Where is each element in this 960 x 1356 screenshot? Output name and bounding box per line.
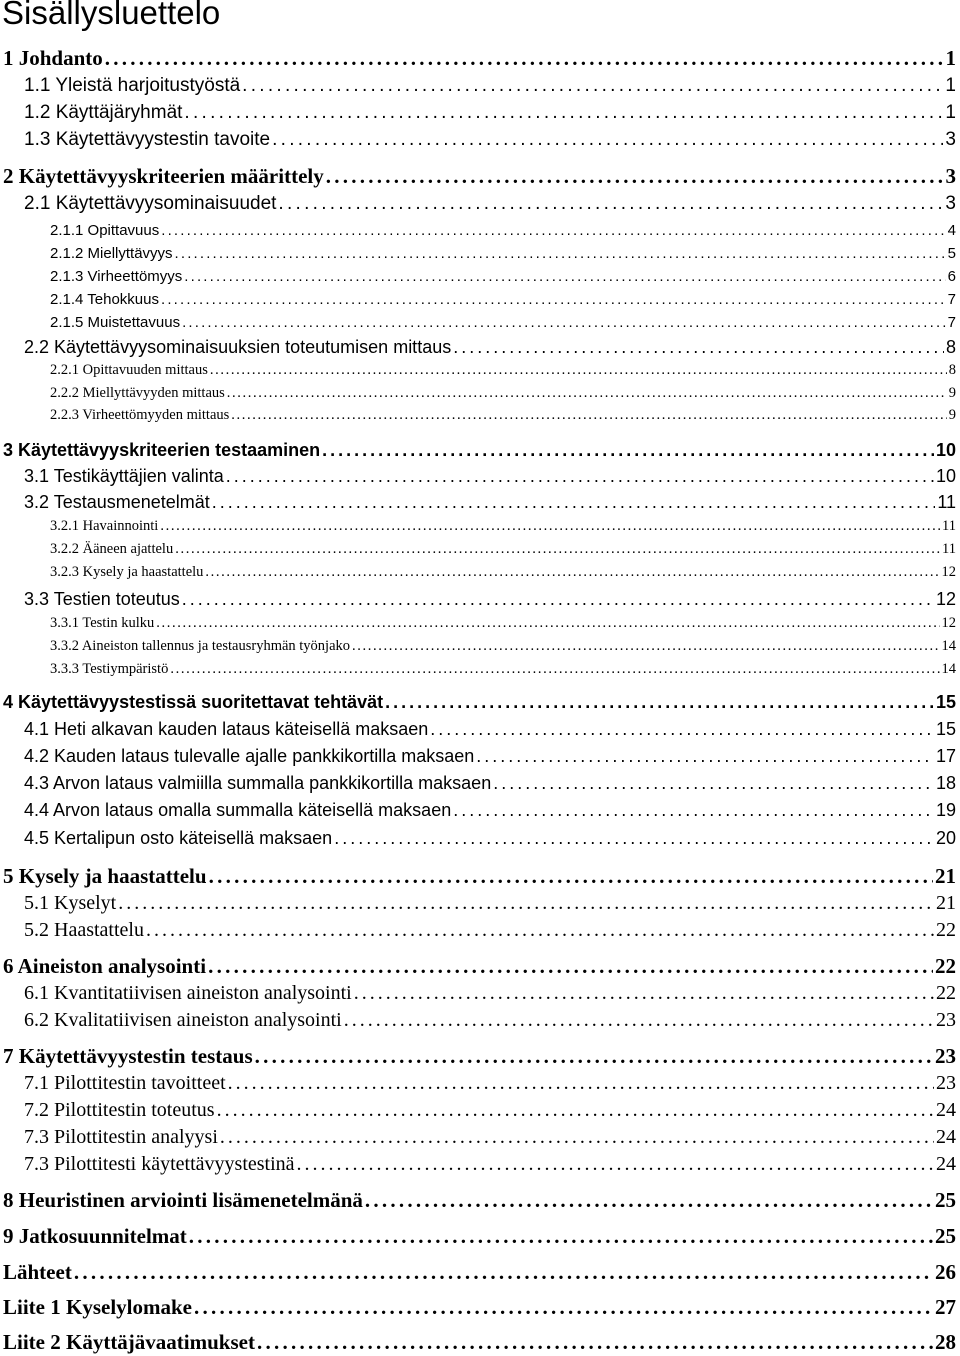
dot-leader xyxy=(175,245,946,262)
dot-leader xyxy=(189,1224,933,1249)
toc-entry-2-1-3[interactable] xyxy=(0,268,956,285)
toc-entry-3-1[interactable] xyxy=(0,466,956,487)
toc-page-number: 10 xyxy=(935,440,956,460)
toc-label: Liite 2 Käyttäjävaatimukset xyxy=(3,1330,255,1354)
toc-label: Liite 1 Kyselylomake xyxy=(3,1295,192,1319)
toc-page-number: 14 xyxy=(941,661,956,677)
toc-page-number: 9 xyxy=(948,407,956,423)
dot-leader xyxy=(160,518,940,535)
toc-label: 1.2 Käyttäjäryhmät xyxy=(24,102,183,123)
toc-entry-2-2-3[interactable] xyxy=(0,407,956,424)
dot-leader xyxy=(297,1153,934,1176)
toc-label: 5.2 Haastattelu xyxy=(24,919,144,941)
toc-page-number: 9 xyxy=(948,385,956,401)
toc-label: 9 Jatkosuunnitelmat xyxy=(3,1224,187,1248)
toc-page-number: 23 xyxy=(935,1044,956,1068)
dot-leader xyxy=(344,1009,934,1032)
toc-label: 4.3 Arvon lataus valmiilla summalla pankkikortilla maksaen xyxy=(24,773,492,793)
toc-page-number: 12 xyxy=(935,589,956,609)
dot-leader xyxy=(210,362,947,379)
dot-leader xyxy=(365,1188,933,1213)
toc-page-number: 11 xyxy=(942,518,956,534)
toc-entry-4-3[interactable] xyxy=(0,773,956,794)
dot-leader xyxy=(208,954,933,979)
toc-entry-4-4[interactable] xyxy=(0,800,956,821)
dot-leader xyxy=(161,222,945,239)
toc-entry-2-1[interactable] xyxy=(0,193,956,215)
toc-label: 4.5 Kertalipun osto käteisellä maksaen xyxy=(24,828,333,848)
dot-leader xyxy=(278,193,943,215)
dot-leader xyxy=(352,638,939,655)
toc-page-number: 21 xyxy=(936,892,956,914)
dot-leader xyxy=(453,337,944,358)
toc-label: 4.4 Arvon lataus omalla summalla käteisellä maksaen xyxy=(24,800,452,820)
toc-entry-4-2[interactable] xyxy=(0,746,956,767)
toc-label: 6.1 Kvantitatiivisen aineiston analysointi xyxy=(24,982,352,1004)
toc-label: 5 Kysely ja haastattelu xyxy=(3,864,207,888)
toc-page-number: 26 xyxy=(935,1260,956,1284)
dot-leader xyxy=(453,800,934,821)
toc-entry-4[interactable] xyxy=(0,692,956,713)
dot-leader xyxy=(175,541,940,558)
toc-label: 2.1.1 Opittavuus xyxy=(50,222,160,239)
toc-entry-2-1-1[interactable] xyxy=(0,222,956,239)
dot-leader xyxy=(228,1072,934,1095)
toc-page-number: 3 xyxy=(945,193,956,214)
toc-entry-liite-1[interactable] xyxy=(0,1295,956,1320)
toc-page-number: 7 xyxy=(947,314,956,331)
dot-leader xyxy=(146,919,934,942)
dot-leader xyxy=(194,1295,933,1320)
toc-label: 4 Käytettävyystestissä suoritettavat tehtävät xyxy=(3,692,384,712)
toc-page-number: 25 xyxy=(935,1188,956,1212)
dot-leader xyxy=(493,773,934,794)
toc-page-number: 3 xyxy=(945,164,956,188)
page-title: Sisällysluettelo xyxy=(2,0,221,31)
toc-page-number: 20 xyxy=(935,828,956,848)
toc-page-number: 15 xyxy=(935,719,956,739)
toc-label: 3.3.2 Aineiston tallennus ja testausryhmän työnjako xyxy=(50,638,351,654)
toc-entry-5-1[interactable] xyxy=(0,892,956,915)
toc-entry-2-2-1[interactable] xyxy=(0,362,956,379)
toc-label: 3.3 Testien toteutus xyxy=(24,589,180,609)
toc-label: 5.1 Kyselyt xyxy=(24,892,117,914)
toc-label: 3 Käytettävyyskriteerien testaaminen xyxy=(3,440,321,460)
toc-entry-7-3[interactable] xyxy=(0,1126,956,1149)
toc-entry-3-3-2[interactable] xyxy=(0,638,956,655)
toc-entry-2-2-2[interactable] xyxy=(0,385,956,402)
dot-leader xyxy=(205,564,939,581)
toc-entry-3-3-1[interactable] xyxy=(0,615,956,632)
toc-page-number: 12 xyxy=(941,615,956,631)
toc-entry-2-2[interactable] xyxy=(0,337,956,358)
toc-label: 2.2.3 Virheettömyyden mittaus xyxy=(50,407,230,423)
toc-label: 1.1 Yleistä harjoitustyöstä xyxy=(24,75,241,96)
toc-page-number: 25 xyxy=(935,1224,956,1248)
toc-page-number: 22 xyxy=(936,982,956,1004)
dot-leader xyxy=(74,1260,933,1285)
toc-entry-9[interactable] xyxy=(0,1224,956,1249)
dot-leader xyxy=(105,46,944,71)
toc-page-number: 22 xyxy=(935,954,956,978)
toc-label: 2.1 Käytettävyysominaisuudet xyxy=(24,193,277,214)
toc-entry-1-2[interactable] xyxy=(0,102,956,124)
dot-leader xyxy=(184,102,943,124)
toc-page-number: 6 xyxy=(947,268,956,285)
toc-page-number: 8 xyxy=(945,337,956,357)
toc-label: 7.3 Pilottitesti käytettävyystestinä xyxy=(24,1153,295,1175)
toc-label: 3.2.1 Havainnointi xyxy=(50,518,159,534)
toc-label: 2 Käytettävyyskriteerien määrittely xyxy=(3,164,324,188)
toc-page-number: 8 xyxy=(948,362,956,378)
toc-label: 2.2.2 Miellyttävyyden mittaus xyxy=(50,385,225,401)
dot-leader xyxy=(257,1330,933,1355)
toc-page-number: 4 xyxy=(947,222,956,239)
toc-label: 7.1 Pilottitestin tavoitteet xyxy=(24,1072,226,1094)
toc-entry-3-3-3[interactable] xyxy=(0,661,956,678)
toc-page-number: 12 xyxy=(941,564,956,580)
toc-entry-7[interactable] xyxy=(0,1044,956,1069)
toc-entry-3-2-3[interactable] xyxy=(0,564,956,581)
dot-leader xyxy=(182,314,946,331)
toc-entry-3-2-2[interactable] xyxy=(0,541,956,558)
toc-entry-2[interactable] xyxy=(0,164,956,189)
toc-page-number: 21 xyxy=(935,864,956,888)
toc-page-number: 22 xyxy=(936,919,956,941)
toc-label: 4.2 Kauden lataus tulevalle ajalle pankkikortilla maksaen xyxy=(24,746,475,766)
toc-label: 2.2.1 Opittavuuden mittaus xyxy=(50,362,208,378)
dot-leader xyxy=(170,661,939,678)
dot-leader xyxy=(118,892,934,915)
toc-page-number: 1 xyxy=(945,102,956,123)
dot-leader xyxy=(217,1099,934,1122)
toc-entry-6-2[interactable] xyxy=(0,1009,956,1032)
toc-entry-7-2[interactable] xyxy=(0,1099,956,1122)
toc-entry-3-2[interactable] xyxy=(0,492,956,513)
toc-label: 1 Johdanto xyxy=(3,46,103,70)
toc-label: 3.3.1 Testin kulku xyxy=(50,615,155,631)
dot-leader xyxy=(326,164,944,189)
toc-label: 3.3.3 Testiympäristö xyxy=(50,661,169,677)
dot-leader xyxy=(255,1044,933,1069)
toc-page-number: 27 xyxy=(935,1295,956,1319)
toc-label: 3.1 Testikäyttäjien valinta xyxy=(24,466,224,486)
toc-page-number: 7 xyxy=(947,291,956,308)
toc-entry-2-1-2[interactable] xyxy=(0,245,956,262)
toc-page-number: 24 xyxy=(936,1099,956,1121)
toc-label: 3.2.3 Kysely ja haastattelu xyxy=(50,564,204,580)
toc-entry-2-1-5[interactable] xyxy=(0,314,956,331)
dot-leader xyxy=(272,129,943,151)
dot-leader xyxy=(385,692,934,713)
toc-entry-lahteet[interactable] xyxy=(0,1260,956,1285)
toc-entry-1[interactable] xyxy=(0,46,956,71)
toc-page-number: 1 xyxy=(945,46,956,70)
toc-entry-1-3[interactable] xyxy=(0,129,956,151)
toc-page-number: 10 xyxy=(935,466,956,486)
toc-page-number: 11 xyxy=(942,541,956,557)
dot-leader xyxy=(231,407,946,424)
toc-label: 8 Heuristinen arviointi lisämenetelmänä xyxy=(3,1188,363,1212)
toc-label: Lähteet xyxy=(3,1260,72,1284)
toc-page-number: 5 xyxy=(947,245,956,262)
toc-entry-6-1[interactable] xyxy=(0,982,956,1005)
toc-page-number: 14 xyxy=(941,638,956,654)
toc-page-number: 17 xyxy=(935,746,956,766)
toc-page-number: 23 xyxy=(936,1009,956,1031)
dot-leader xyxy=(322,440,934,461)
toc-entry-6[interactable] xyxy=(0,954,956,979)
dot-leader xyxy=(476,746,934,767)
toc-page-number: 11 xyxy=(937,492,956,512)
toc-label: 7 Käytettävyystestin testaus xyxy=(3,1044,253,1068)
dot-leader xyxy=(220,1126,934,1149)
toc-label: 1.3 Käytettävyystestin tavoite xyxy=(24,129,271,150)
toc-entry-2-1-4[interactable] xyxy=(0,291,956,308)
toc-label: 2.2 Käytettävyysominaisuuksien toteutumisen mittaus xyxy=(24,337,452,357)
toc-label: 2.1.3 Virheettömyys xyxy=(50,268,183,285)
toc-label: 4.1 Heti alkavan kauden lataus käteisellä maksaen xyxy=(24,719,429,739)
toc-entry-7-3b[interactable] xyxy=(0,1153,956,1176)
toc-label: 2.1.2 Miellyttävyys xyxy=(50,245,173,262)
toc-label: 7.2 Pilottitestin toteutus xyxy=(24,1099,215,1121)
dot-leader xyxy=(184,268,945,285)
toc-label: 6.2 Kvalitatiivisen aineiston analysointi xyxy=(24,1009,342,1031)
dot-leader xyxy=(212,492,936,513)
dot-leader xyxy=(156,615,939,632)
toc-label: 2.1.5 Muistettavuus xyxy=(50,314,181,331)
toc-page-number: 18 xyxy=(935,773,956,793)
toc-page-number: 15 xyxy=(935,692,956,712)
toc-label: 6 Aineiston analysointi xyxy=(3,954,207,978)
toc-page-number: 1 xyxy=(945,75,956,96)
toc-entry-8[interactable] xyxy=(0,1188,956,1213)
dot-leader xyxy=(226,466,934,487)
toc-label: 3.2.2 Ääneen ajattelu xyxy=(50,541,174,557)
toc-entry-5-2[interactable] xyxy=(0,919,956,942)
toc-page-number: 24 xyxy=(936,1153,956,1175)
toc-entry-5[interactable] xyxy=(0,864,956,889)
dot-leader xyxy=(182,589,934,610)
toc-entry-7-1[interactable] xyxy=(0,1072,956,1095)
toc-page-number: 28 xyxy=(935,1330,956,1354)
dot-leader xyxy=(354,982,934,1005)
dot-leader xyxy=(430,719,934,740)
toc-entry-3-3[interactable] xyxy=(0,589,956,610)
dot-leader xyxy=(242,75,943,97)
toc-page-number: 24 xyxy=(936,1126,956,1148)
toc-page-number: 19 xyxy=(935,800,956,820)
toc-page-number: 3 xyxy=(945,129,956,150)
toc-entry-4-1[interactable] xyxy=(0,719,956,740)
toc-label: 7.3 Pilottitestin analyysi xyxy=(24,1126,218,1148)
toc-label: 3.2 Testausmenetelmät xyxy=(24,492,210,512)
dot-leader xyxy=(227,385,947,402)
toc-label: 2.1.4 Tehokkuus xyxy=(50,291,159,308)
toc-entry-3[interactable] xyxy=(0,440,956,461)
toc-entry-4-5[interactable] xyxy=(0,828,956,849)
toc-entry-3-2-1[interactable] xyxy=(0,518,956,535)
toc-entry-liite-2[interactable] xyxy=(0,1330,956,1355)
dot-leader xyxy=(209,864,933,889)
dot-leader xyxy=(334,828,934,849)
toc-page-number: 23 xyxy=(936,1072,956,1094)
dot-leader xyxy=(161,291,946,308)
toc-entry-1-1[interactable] xyxy=(0,75,956,97)
